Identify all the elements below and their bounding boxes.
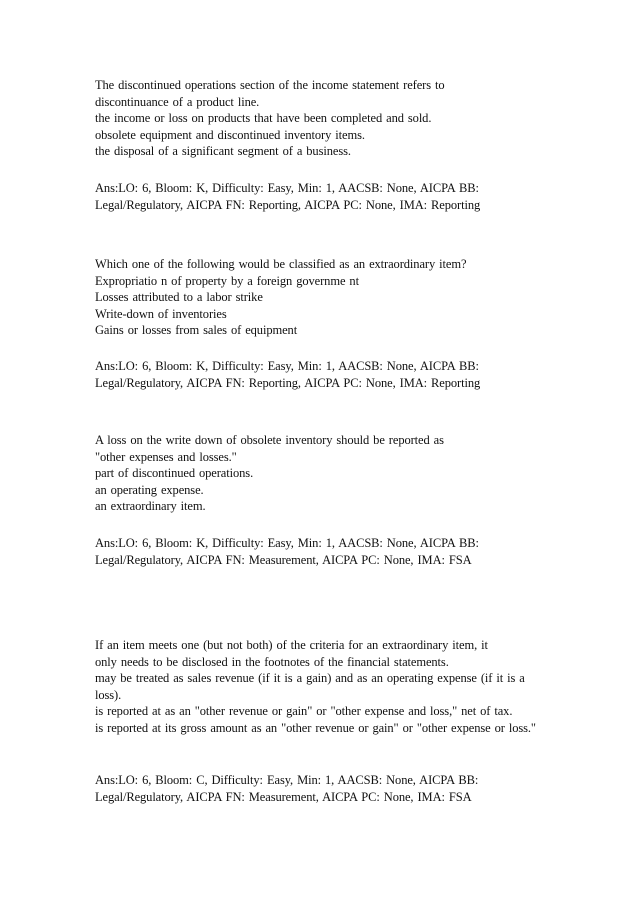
answer-option: an operating expense.	[95, 482, 204, 497]
question-stem: A loss on the write down of obsolete inventory should be reported as	[95, 433, 444, 447]
answer-option: Write-down of inventories	[95, 306, 227, 321]
question-stem: If an item meets one (but not both) of the criteria for an extraordinary item, it	[95, 638, 488, 652]
answer-key-1	[95, 180, 555, 213]
answer-metadata: Ans:LO: 6, Bloom: K, Difficulty: Easy, Min: 1, AACSB: None, AICPA BB:	[95, 181, 479, 195]
answer-key-4	[95, 772, 555, 805]
answer-option: Gains or losses from sales of equipment	[95, 323, 298, 337]
answer-option: Losses attributed to a labor strike	[95, 290, 263, 304]
question-2	[95, 256, 555, 339]
question-stem: Which one of the following would be classified as an extraordinary item?	[95, 257, 467, 271]
question-3	[95, 432, 555, 515]
answer-option: discontinuance of a product line.	[95, 94, 260, 109]
answer-option: the disposal of a significant segment of a business.	[95, 144, 351, 158]
answer-option: an extraordinary item.	[95, 499, 206, 513]
answer-option: obsolete equipment and discontinued inventory items.	[95, 127, 365, 142]
answer-option: part of discontinued operations.	[95, 466, 254, 480]
answer-metadata: Ans:LO: 6, Bloom: K, Difficulty: Easy, Min: 1, AACSB: None, AICPA BB:	[95, 536, 479, 550]
answer-key-2	[95, 358, 555, 391]
answer-metadata: Ans:LO: 6, Bloom: K, Difficulty: Easy, Min: 1, AACSB: None, AICPA BB:	[95, 359, 479, 373]
question-1	[95, 77, 555, 160]
answer-option: may be treated as sales revenue (if it is a gain) and as an operating expense (if it is a loss).	[95, 671, 525, 702]
answer-metadata: Legal/Regulatory, AICPA FN: Reporting, AICPA PC: None, IMA: Reporting	[95, 375, 481, 390]
answer-option: only needs to be disclosed in the footnotes of the financial statements.	[95, 654, 449, 669]
answer-option: is reported at its gross amount as an "other revenue or gain" or "other expense or loss."	[95, 720, 536, 735]
answer-metadata: Legal/Regulatory, AICPA FN: Measurement, AICPA PC: None, IMA: FSA	[95, 789, 472, 804]
answer-option: is reported at as an "other revenue or gain" or "other expense and loss," net of tax.	[95, 704, 513, 718]
answer-option: "other expenses and losses."	[95, 449, 237, 464]
question-stem: The discontinued operations section of the income statement refers to	[95, 78, 445, 92]
answer-option: the income or loss on products that have been completed and sold.	[95, 111, 432, 125]
answer-key-3	[95, 535, 555, 568]
answer-metadata: Legal/Regulatory, AICPA FN: Reporting, AICPA PC: None, IMA: Reporting	[95, 197, 481, 212]
question-4	[95, 637, 555, 736]
answer-option: Expropriatio n of property by a foreign governme nt	[95, 273, 359, 288]
answer-metadata: Legal/Regulatory, AICPA FN: Measurement, AICPA PC: None, IMA: FSA	[95, 552, 472, 567]
answer-metadata: Ans:LO: 6, Bloom: C, Difficulty: Easy, Min: 1, AACSB: None, AICPA BB:	[95, 773, 479, 787]
